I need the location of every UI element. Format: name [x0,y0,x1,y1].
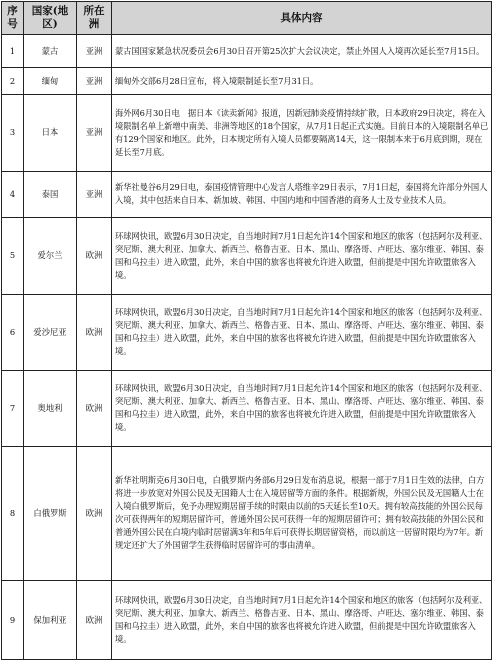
row-continent: 亚洲 [77,35,112,68]
row-continent: 欧洲 [77,446,112,581]
table-row [2,35,492,68]
header-content: 具体内容 [112,2,492,35]
row-continent: 亚洲 [77,94,112,171]
table-row [2,68,492,94]
row-country: 白俄罗斯 [24,446,77,581]
row-content: 环球网快讯，欧盟6月30日决定，自当地时间7月1日起允许14个国家和地区的旅客（包括阿尔及利亚、突尼斯、澳大利亚、加拿大、新西兰、格鲁吉亚、日本、黑山、摩洛哥、卢旺达、塞尔维亚、韩国、泰国和乌拉圭）进入欧盟，此外，来自中国的旅客也将被允许进入欧盟，但前提是中国允许欧盟旅客入境。 [112,581,492,660]
row-index: 6 [2,294,24,370]
row-content: 新华社曼谷6月29日电，泰国疫情管理中心发言人塔维辛29日表示，7月1日起，泰国将允许部分外国人入境，其中包括来自日本、新加坡、韩国、中国内地和中国香港的商务人士及专业技术人员。 [112,171,492,218]
table-row [2,581,492,660]
row-index: 2 [2,68,24,94]
row-index: 8 [2,446,24,581]
row-continent: 亚洲 [77,68,112,94]
table-row [2,294,492,370]
row-country: 缅甸 [24,68,77,94]
row-content: 新华社明斯克6月30日电，白俄罗斯内务部6月29日发布消息说，根据一部于7月1日生效的法律，白方将进一步放宽对外国公民及无国籍人士在入境居留等方面的条件。根据新规，外国公民及无国籍人士在入境白俄罗斯后，免予办理短期居留手续的时限由以前的5天延长至10天。拥有较高技能的外国公民每次可获得两年的短期居留许可，普通外国公民可获得一年的短期居留许可；拥有较高技能的外国公民和普通外国公民在白境内临时居留满3年和5年后可获得长期居留资格，而以前这一居留时限均为7年。新规定还扩大了外国留学生获得临时居留许可的事由清单。 [112,446,492,581]
table-row [2,171,492,218]
header-continent: 所在 洲 [77,2,112,35]
row-country: 保加利亚 [24,581,77,660]
row-content: 缅甸外交部6月28日宣布，将入境限制延长至7月31日。 [112,68,492,94]
row-index: 5 [2,218,24,295]
row-continent: 欧洲 [77,218,112,295]
row-content: 环球网快讯，欧盟6月30日决定，自当地时间7月1日起允许14个国家和地区的旅客（包括阿尔及利亚、突尼斯、澳大利亚、加拿大、新西兰、格鲁吉亚、日本、黑山、摩洛哥、卢旺达、塞尔维亚、韩国、泰国和乌拉圭）进入欧盟，此外，来自中国的旅客也将被允许进入欧盟，但前提是中国允许欧盟旅客入境。 [112,370,492,446]
row-continent: 欧洲 [77,370,112,446]
row-country: 日本 [24,94,77,171]
row-index: 7 [2,370,24,446]
header-index: 序 号 [2,2,24,35]
header-country: 国家(地 区) [24,2,77,35]
row-index: 9 [2,581,24,660]
row-content: 蒙古国国家紧急状况委员会6月30日召开第25次扩大会议决定，禁止外国人入境再次延长至7月15日。 [112,35,492,68]
row-country: 爱尔兰 [24,218,77,295]
table-row [2,446,492,581]
row-country: 泰国 [24,171,77,218]
row-continent: 欧洲 [77,581,112,660]
row-index: 1 [2,35,24,68]
row-country: 爱沙尼亚 [24,294,77,370]
row-index: 3 [2,94,24,171]
table-row [2,370,492,446]
header-row [2,2,492,35]
row-content: 海外网6月30日电 据日本《读卖新闻》报道，因新冠肺炎疫情持续扩散，日本政府29日决定，将在入境限制名单上新增中南美、非洲等地区的18个国家，从7月1日起正式实施。目前日本的入境限制名单已有129个国家和地区。此外，日本规定所有入境人员都要隔离14天，这一限制本来于6月底到期，现在延长至7月底。 [112,94,492,171]
entry-policy-table [1,1,492,660]
row-index: 4 [2,171,24,218]
table-row [2,94,492,171]
row-content: 环球网快讯，欧盟6月30日决定，自当地时间7月1日起允许14个国家和地区的旅客（包括阿尔及利亚、突尼斯、澳大利亚、加拿大、新西兰、格鲁吉亚、日本、黑山、摩洛哥、卢旺达、塞尔维亚、韩国、泰国和乌拉圭）进入欧盟，此外，来自中国的旅客也将被允许进入欧盟，但前提是中国允许欧盟旅客入境。 [112,294,492,370]
row-content: 环球网快讯，欧盟6月30日决定，自当地时间7月1日起允许14个国家和地区的旅客（包括阿尔及利亚、突尼斯、澳大利亚、加拿大、新西兰、格鲁吉亚、日本、黑山、摩洛哥、卢旺达、塞尔维亚、韩国、泰国和乌拉圭）进入欧盟，此外，来自中国的旅客也将被允许进入欧盟，但前提是中国允许欧盟旅客入境。 [112,218,492,295]
row-continent: 亚洲 [77,171,112,218]
row-continent: 欧洲 [77,294,112,370]
row-country: 蒙古 [24,35,77,68]
table-row [2,218,492,295]
row-country: 奥地利 [24,370,77,446]
